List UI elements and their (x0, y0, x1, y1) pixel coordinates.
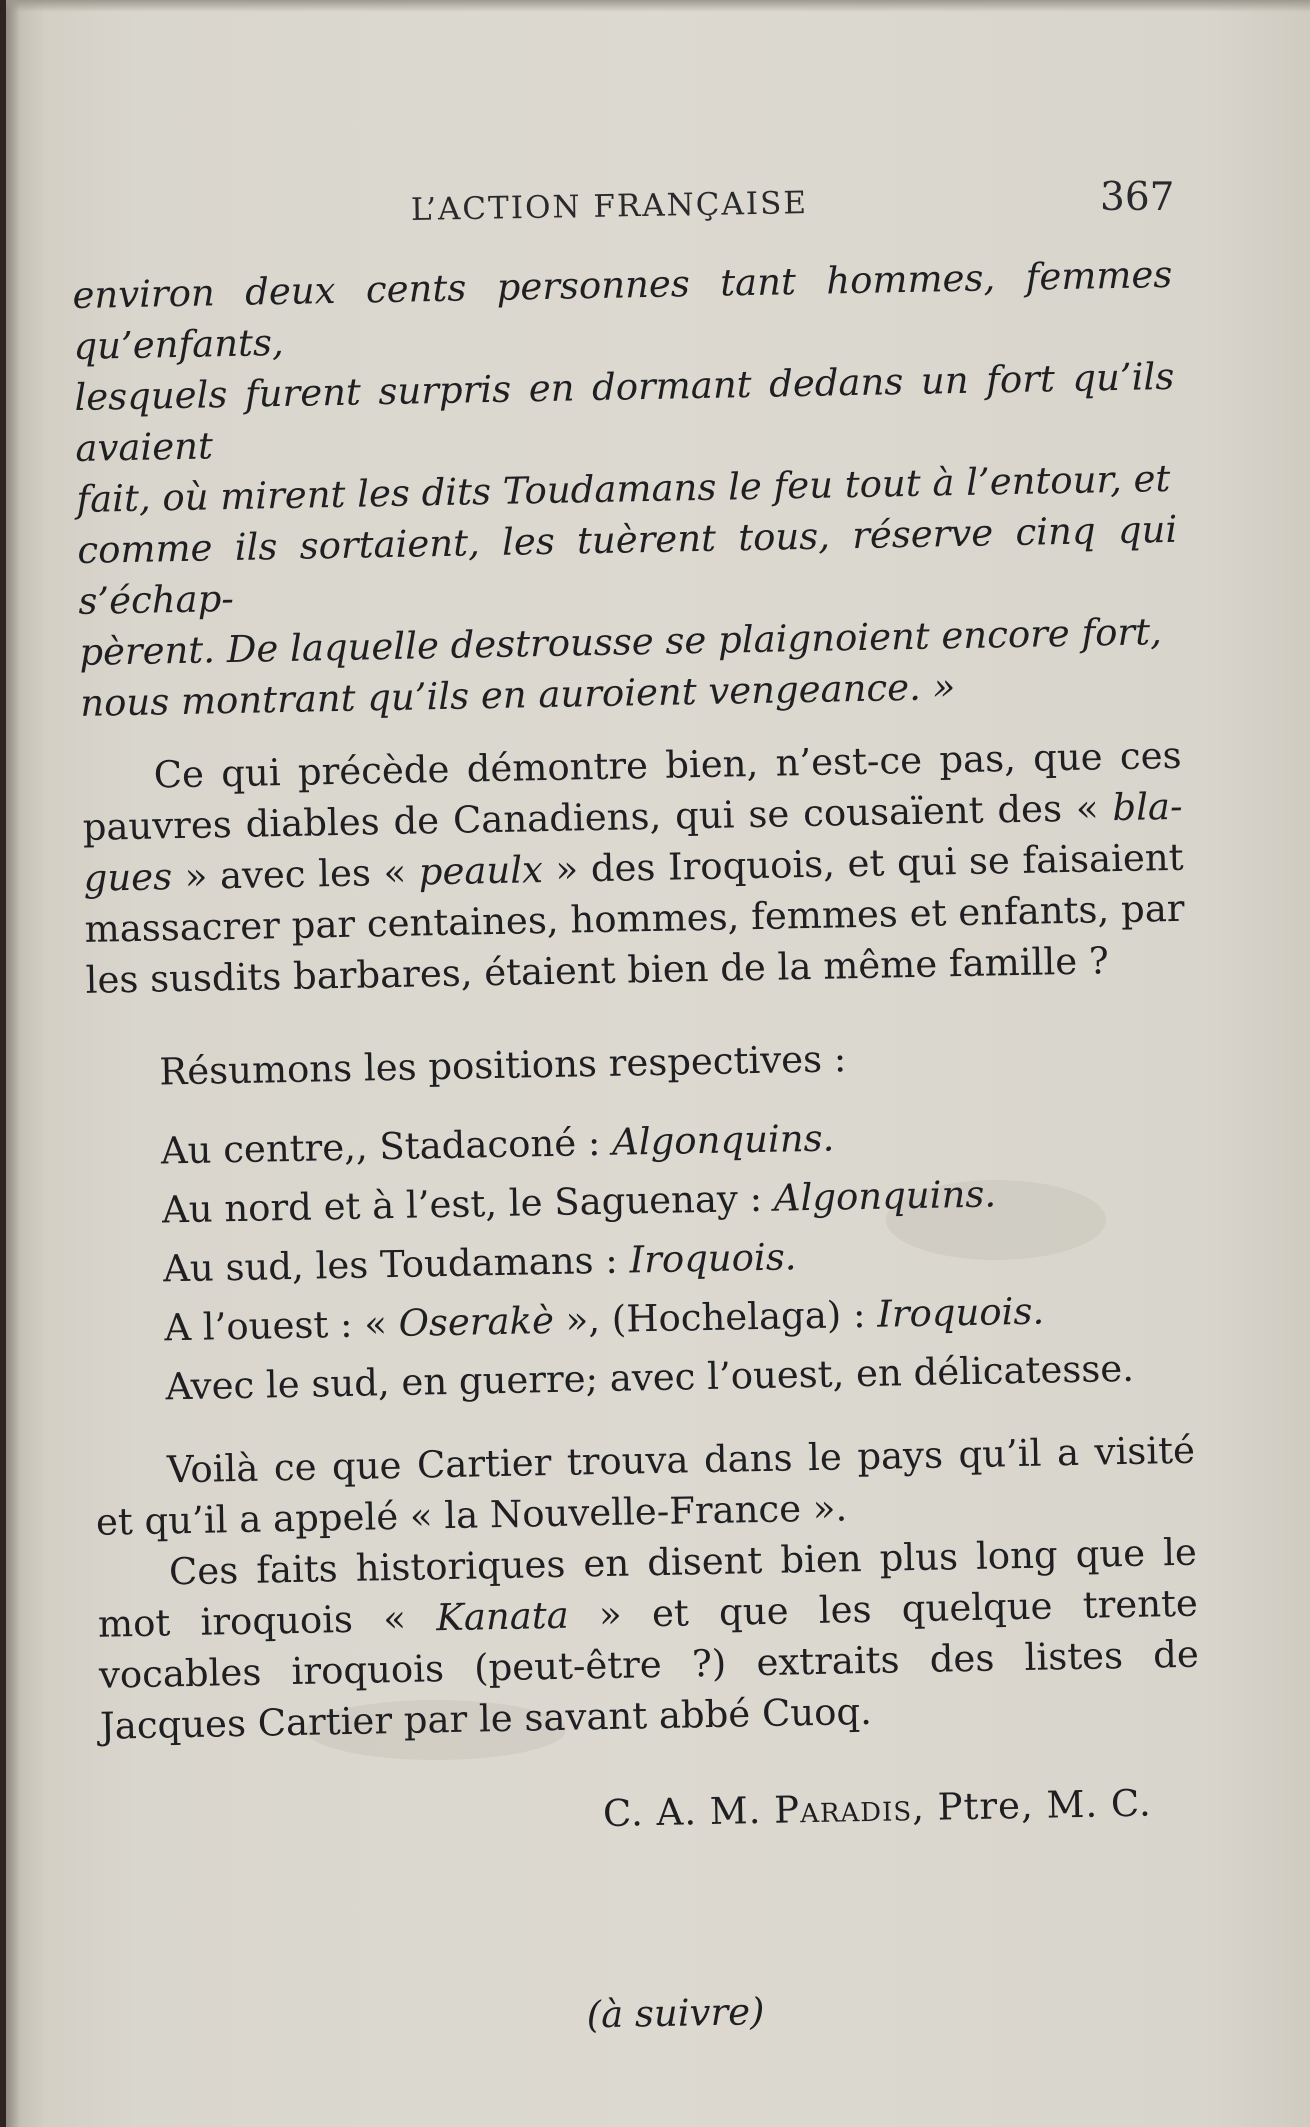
paragraph-canadians: Ce qui précède démontre bien, n’est-ce pas, que ces pauvres diables de Canadiens, qui se cousaïent des « bla-gues » avec les « peaulx » des Iroquois, et qui se faisaient massacrer par centaines, hommes, femmes et enfants, par les susdits barbares, étaient bien de la même famille ? (82, 733, 1185, 1002)
quote-line: nous montrant qu’ils en auroient vengeance. » (79, 665, 956, 725)
quote-line: lesquels furent surpris en dormant dedans un fort qu’ils avaient (74, 354, 1175, 470)
quoted-passage (72, 249, 1181, 729)
war-line: Avec le sud, en guerre; avec l’ouest, en délicatesse. (165, 1346, 1135, 1409)
to-be-continued: (à suivre) (586, 1990, 765, 2037)
position-south: Au sud, les Toudamans : Iroquois. (162, 1235, 797, 1291)
positions-list (88, 1102, 1193, 1418)
running-header: L’ACTION FRANÇAISE (410, 185, 809, 228)
author-signature: C. A. M. Paradis, Ptre, M. C. (602, 1781, 1153, 1836)
book-page (6, 0, 1310, 2127)
paragraph-cartier: Voilà ce que Cartier trouva dans le pays qu’il a visité et qu’il a appelé « la Nouvelle-France ». (95, 1428, 1196, 1544)
position-center: Au centre,, Stadaconé : Algonquins. (160, 1116, 835, 1173)
quote-line: environ deux cents personnes tant hommes, femmes qu’enfants, (72, 252, 1173, 368)
body-text (72, 249, 1206, 2050)
quote-line: comme ils sortaient, les tuèrent tous, réserve cinq qui s’échap- (76, 507, 1178, 623)
position-north-east: Au nord et à l’est, le Saguenay : Algonquins. (161, 1172, 997, 1232)
quote-line: pèrent. De laquelle destrousse se plaignoient encore fort, (78, 610, 1163, 674)
position-west: A l’ouest : « Oserakè », (Hochelaga) : Iroquois. (163, 1289, 1045, 1350)
page-number: 367 (1100, 175, 1175, 220)
paragraph-kanata: Ces faits historiques en disent bien plus long que le mot iroquois « Kanata » et que les quelque trente vocables iroquois (peut-être ?) extraits des listes de Jacques Cartier par le savant abbé Cuoq. (97, 1530, 1200, 1748)
summary-intro: Résumons les positions respectives : (158, 1037, 847, 1094)
quote-line: fait, où mirent les dits Toudamans le feu tout à l’entour, et (75, 456, 1171, 521)
italic-term: peaulx (418, 848, 544, 894)
italic-term: bla-gues (83, 784, 1183, 900)
italic-term: Kanata (435, 1593, 570, 1640)
